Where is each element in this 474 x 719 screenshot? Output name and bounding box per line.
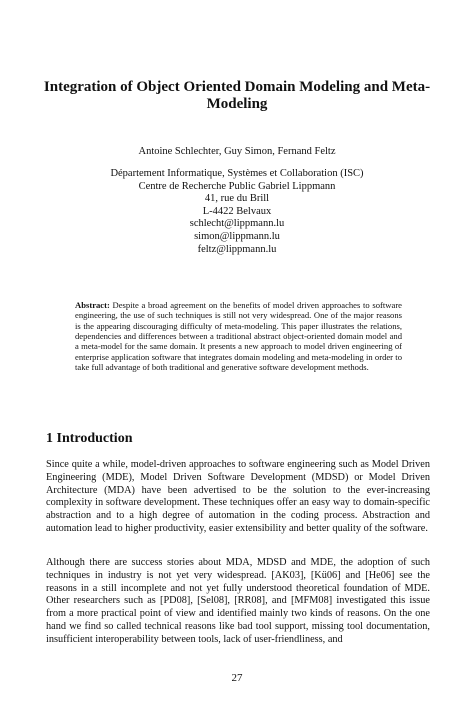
affiliation-block	[40, 168, 434, 256]
body-paragraph-1: Since quite a while, model-driven approaches to software engineering such as Model Driven Engineering (MDE), Model Driven Software Development (MDSD) or Model Driven Architecture (MDA) have been advertised to be the solution to the ever-increasing complexity in software development. These techniques offer an easy way to domain-specific abstraction and to a high degree of automation in the coding process. Abstraction and automation lead to higher productivity, easier extensibility and better quality of the software.	[46, 459, 430, 534]
email-feltz: feltz@lippmann.lu	[197, 243, 277, 255]
paper-title: Integration of Object Oriented Domain Modeling and Meta-Modeling	[43, 79, 431, 112]
affiliation-street: 41, rue du Brill	[204, 193, 270, 205]
body-paragraph-2: Although there are success stories about MDA, MDSD and MDE, the adoption of such techniques in industry is not yet very widespread. [AK03], [Kü06] and [He06] see the reasons in a still incomplete and not yet fully understood theoretical foundation of MDE. Other researchers such as [PD08], [Sel08], [RR08], and [MFM08] investigated this issue from a more practical point of view and identified mainly two kinds of reasons. On the one hand we find so called technical reasons like bad tool support, missing tool documentation, insufficient interoperability between tools, lack of user-friendliness, and	[46, 557, 430, 645]
email-schlecht: schlecht@lippmann.lu	[189, 218, 285, 230]
email-simon: simon@lippmann.lu	[194, 230, 280, 242]
affiliation-department: Département Informatique, Systèmes et Collaboration (ISC)	[110, 168, 364, 179]
abstract-label: Abstract:	[75, 300, 113, 310]
abstract	[75, 300, 402, 372]
affiliation-city: L-4422 Belvaux	[202, 205, 272, 217]
affiliation-institute: Centre de Recherche Public Gabriel Lippmann	[138, 180, 336, 192]
page-number: 27	[231, 672, 243, 684]
author-list: Antoine Schlechter, Guy Simon, Fernand Feltz	[138, 146, 336, 157]
abstract-text: Despite a broad agreement on the benefits of model driven approaches to software engineering, the use of such techniques is still not very widespread. One of the major reasons is the appearing discouraging difficulty of meta-modeling. This paper illustrates the relations, dependencies and differences between a traditional abstract object-oriented domain model and a meta-model for the same domain. It presents a new approach to model driven engineering of enterprise application software that integrates domain modeling and meta-modeling in order to take full advantage of both traditional and generative software development methods.	[75, 300, 402, 373]
section-heading: 1 Introduction	[46, 431, 133, 446]
